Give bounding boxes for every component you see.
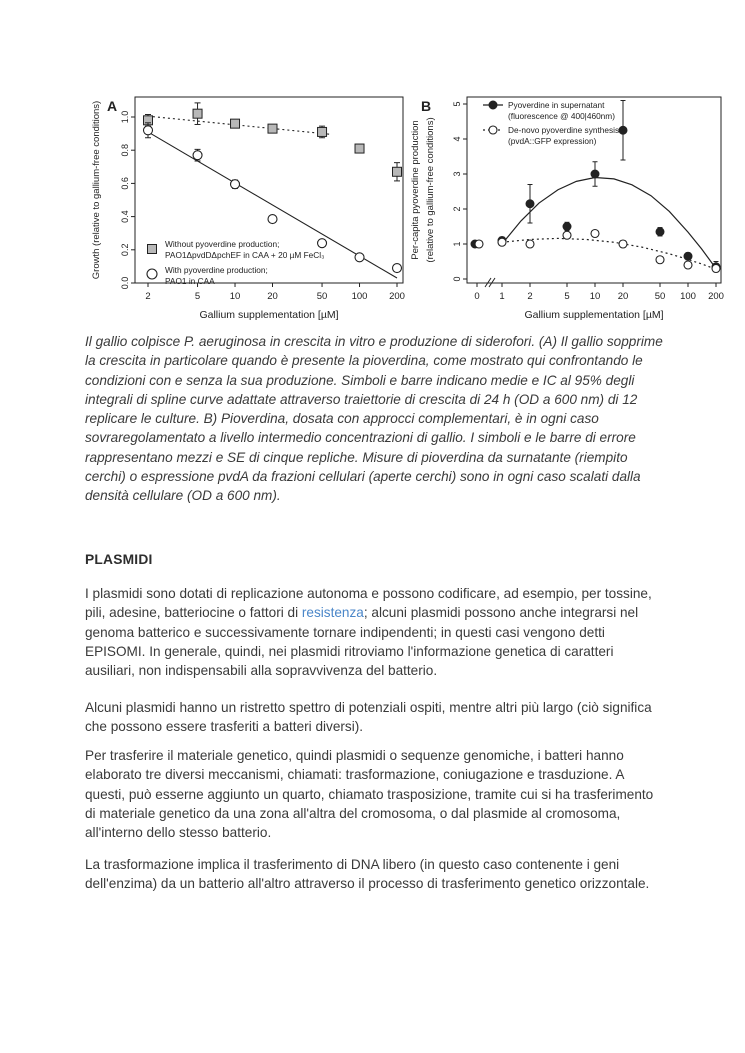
chart-a: [85, 85, 410, 325]
svg-text:0.2: 0.2: [120, 243, 130, 257]
svg-text:PAO1 in CAA: PAO1 in CAA: [165, 276, 215, 286]
y-axis-b: [452, 101, 467, 281]
figure: [85, 85, 735, 325]
y-axis-label-b-line2: (relative to gallium-free conditions): [425, 117, 436, 263]
svg-text:PAO1ΔpvdDΔpchEF in CAA + 20 µM: PAO1ΔpvdDΔpchEF in CAA + 20 µM FeCl₃: [165, 250, 325, 260]
svg-text:5: 5: [194, 291, 201, 302]
legend-a: [147, 239, 325, 286]
svg-text:100: 100: [351, 291, 368, 302]
svg-text:0.6: 0.6: [120, 177, 130, 190]
legend-b: [483, 100, 619, 146]
paragraph-text-before-link: I plasmidi sono dotati di replicazione autonoma e possono codificare, ad esempio, per tossine, pili, adesine, batteriocine o fattori di: [85, 586, 652, 621]
svg-text:2: 2: [145, 291, 151, 302]
paragraph-plasmidi-2: Alcuni plasmidi hanno un ristretto spettro di potenziali ospiti, mentre altri più largo (ciò significa che possono essere trasferiti a batteri diversi).: [85, 700, 652, 735]
svg-text:0.0: 0.0: [120, 276, 130, 290]
svg-text:0: 0: [452, 276, 462, 282]
svg-text:De-novo pyoverdine synthesis: De-novo pyoverdine synthesis: [508, 125, 620, 135]
svg-text:50: 50: [316, 291, 328, 302]
x-axis-label-a: Gallium supplementation [µM]: [199, 309, 339, 321]
svg-text:With pyoverdine production;: With pyoverdine production;: [165, 265, 268, 275]
svg-text:1: 1: [452, 241, 462, 247]
svg-text:5: 5: [564, 291, 570, 302]
svg-text:4: 4: [452, 136, 462, 142]
paragraph-plasmidi-1: [85, 584, 663, 680]
y-axis-label-b-line1: Per-capita pyoverdine production: [410, 120, 421, 260]
svg-text:10: 10: [229, 291, 241, 302]
panel-label-b: B: [421, 98, 432, 114]
y-axis-label-a: Growth (relative to gallium-free conditions): [91, 100, 102, 280]
series-a-0: [144, 103, 402, 181]
svg-text:(fluorescence @ 400|460nm): (fluorescence @ 400|460nm): [508, 111, 615, 121]
svg-text:200: 200: [708, 291, 724, 302]
svg-text:1: 1: [499, 291, 505, 302]
svg-text:Without pyoverdine production;: Without pyoverdine production;: [165, 239, 280, 249]
svg-text:2: 2: [527, 291, 533, 302]
svg-text:20: 20: [617, 291, 629, 302]
svg-text:(pvdA::GFP expression): (pvdA::GFP expression): [508, 136, 597, 146]
section-heading: PLASMIDI: [85, 552, 153, 567]
paragraph-text-after-link: ; alcuni plasmidi possono anche integrarsi nel genoma batterico e successivamente tornare indipendenti; in questi casi vengono detti EPISOMI. In generale, quindi, nei plasmidi ritroviamo l'informazione genetica di caratteri ausiliari, non indispensabili alla sopravvivenza del batterio.: [85, 605, 639, 679]
svg-text:0.4: 0.4: [120, 210, 130, 223]
svg-text:0.8: 0.8: [120, 143, 130, 157]
y-axis-a: [120, 111, 135, 290]
svg-text:Pyoverdine in supernatant: Pyoverdine in supernatant: [508, 100, 605, 110]
series-b-1: [475, 230, 720, 273]
svg-text:0: 0: [474, 291, 480, 302]
svg-text:10: 10: [589, 291, 601, 302]
paragraph-plasmidi-4: La trasformazione implica il trasferimento di DNA libero (in questo caso contenente i geni dell'enzima) da un batterio all'altro attraverso il processo di trasferimento genetico orizzontale.: [85, 857, 650, 892]
svg-text:2: 2: [452, 206, 462, 212]
svg-text:20: 20: [267, 291, 278, 302]
paragraph-plasmidi-3: Per trasferire il materiale genetico, quindi plasmidi o sequenze genomiche, i batteri hanno elaborato tre diversi meccanismi, chiamati: trasformazione, coniugazione e trasduzione. A questi, può esserne aggiunto un quarto, chiamato trasposizione, tramite cui si ha trasferimento di materiale genetico da una zona all'altra del cromosoma, o dal plasmide al cromosoma, all'interno dello stesso batterio.: [85, 748, 654, 841]
svg-text:5: 5: [452, 101, 462, 107]
chart-b: [405, 85, 730, 325]
resistenza-link[interactable]: resistenza: [301, 605, 364, 621]
svg-text:3: 3: [452, 171, 462, 177]
svg-text:1.0: 1.0: [120, 110, 130, 124]
svg-text:200: 200: [389, 291, 405, 302]
svg-text:100: 100: [680, 291, 696, 302]
panel-label-a: A: [107, 98, 118, 114]
figure-caption: Il gallio colpisce P. aeruginosa in crescita in vitro e produzione di siderofori. (A) Il gallio sopprime la crescita in particolare quando è presente la pioverdina, come mostrato qui confrontando le condizioni con e senza la sua produzione. Simboli e barre indicano medie e IC al 95% degli integrali di spline curve adattate attraverso traiettorie di crescita di 24 h (OD a 600 nm) di 12 replicare le culture. B) Pioverdina, dosata con approcci complementari, è in ogni caso sovraregolamentato a livello intermedio concentrazioni di gallio. I simboli e le barre di errore rappresentano mezzi e SE di cinque repliche. Misure di pioverdina da surnatante (riempito cerchi) o espressione pvdA da frazioni cellulari (aperte cerchi) sono in ogni caso scalati dalla densità cellulare (OD a 600 nm).: [85, 334, 663, 504]
x-axis-label-b: Gallium supplementation [µM]: [524, 309, 664, 321]
svg-text:50: 50: [654, 291, 666, 302]
x-axis-b: [474, 278, 724, 302]
